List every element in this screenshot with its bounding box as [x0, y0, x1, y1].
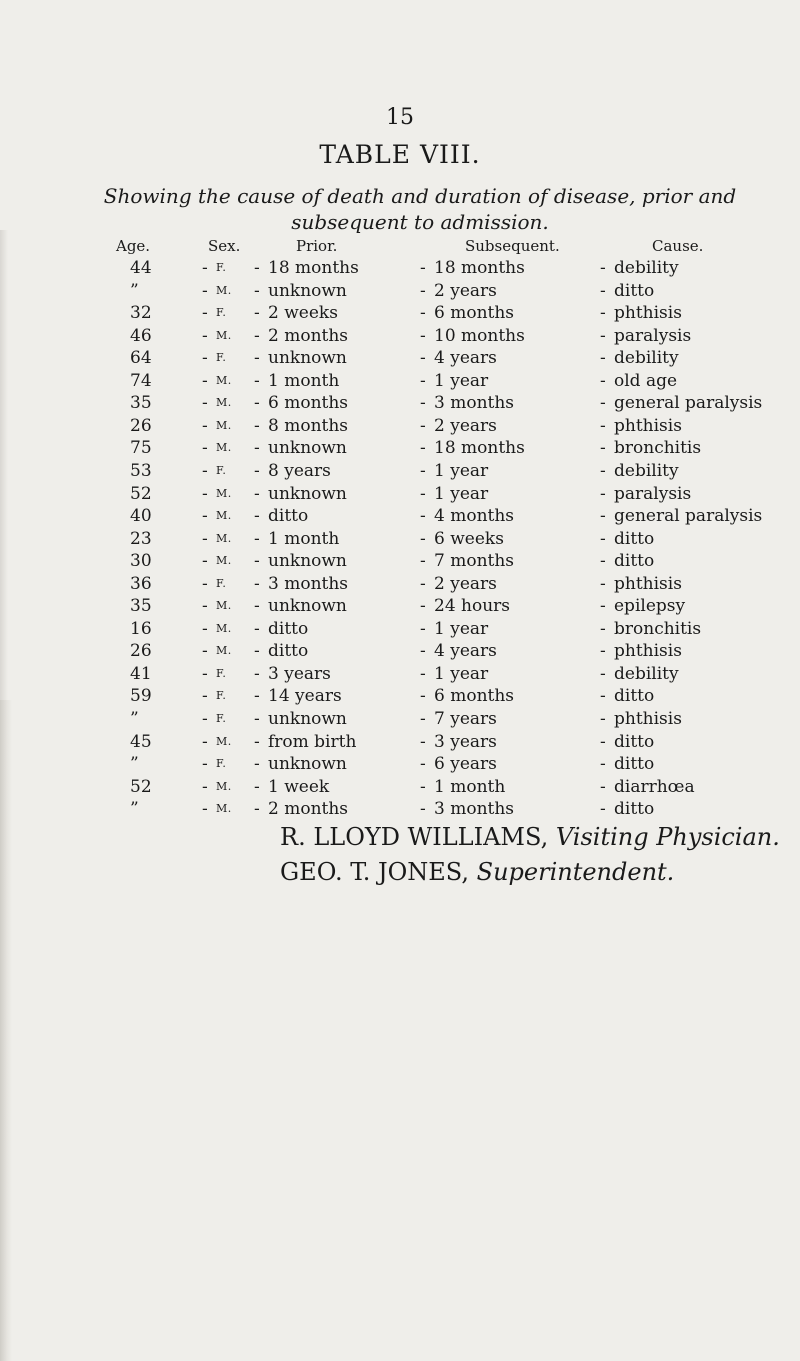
separator: -: [600, 686, 606, 706]
sex-cell: M.: [216, 441, 232, 454]
table-row: [0, 393, 800, 415]
age-cell: 41: [130, 664, 152, 684]
table-row: [0, 281, 800, 303]
separator: -: [202, 281, 208, 301]
separator: -: [202, 348, 208, 368]
table-row: [0, 506, 800, 528]
age-cell: ”: [130, 799, 139, 819]
cause-cell: ditto: [614, 799, 655, 819]
age-cell: 52: [130, 484, 152, 504]
prior-cell: from birth: [268, 732, 357, 752]
sex-cell: M.: [216, 735, 232, 748]
age-cell: 44: [130, 258, 152, 278]
prior-cell: 18 months: [268, 258, 359, 278]
separator: -: [600, 461, 606, 481]
cause-cell: ditto: [614, 754, 655, 774]
sex-cell: M.: [216, 374, 232, 387]
age-cell: 35: [130, 596, 152, 616]
prior-cell: 14 years: [268, 686, 342, 706]
separator: -: [254, 686, 260, 706]
age-cell: ”: [130, 281, 139, 301]
table-row: [0, 416, 800, 438]
prior-cell: 6 months: [268, 393, 349, 413]
separator: -: [420, 664, 426, 684]
separator: -: [254, 664, 260, 684]
cause-cell: ditto: [614, 551, 655, 571]
cause-cell: bronchitis: [614, 619, 702, 639]
age-cell: 46: [130, 326, 152, 346]
separator: -: [420, 686, 426, 706]
prior-cell: unknown: [268, 281, 347, 301]
separator: -: [600, 529, 606, 549]
separator: -: [202, 506, 208, 526]
age-cell: 75: [130, 438, 152, 458]
separator: -: [600, 596, 606, 616]
prior-cell: ditto: [268, 619, 309, 639]
separator: -: [254, 641, 260, 661]
separator: -: [420, 438, 426, 458]
page-number: 15: [386, 105, 414, 130]
prior-cell: 8 months: [268, 416, 349, 436]
table-row: [0, 732, 800, 754]
separator: -: [420, 619, 426, 639]
separator: -: [420, 732, 426, 752]
separator: -: [202, 664, 208, 684]
separator: -: [202, 732, 208, 752]
separator: -: [600, 709, 606, 729]
sex-cell: M.: [216, 487, 232, 500]
separator: -: [600, 664, 606, 684]
sex-cell: F.: [216, 306, 227, 319]
separator: -: [254, 348, 260, 368]
prior-cell: 1 week: [268, 777, 330, 797]
separator: -: [202, 777, 208, 797]
separator: -: [420, 641, 426, 661]
subsequent-cell: 4 years: [434, 348, 497, 368]
prior-cell: unknown: [268, 709, 347, 729]
cause-cell: debility: [614, 348, 679, 368]
age-cell: 26: [130, 641, 152, 661]
header-subsequent: Subsequent.: [465, 237, 560, 255]
signature-role: Superintendent.: [476, 858, 675, 886]
separator: -: [254, 416, 260, 436]
sex-cell: M.: [216, 622, 232, 635]
prior-cell: unknown: [268, 551, 347, 571]
cause-cell: phthisis: [614, 574, 682, 594]
separator: -: [202, 416, 208, 436]
prior-cell: ditto: [268, 506, 309, 526]
subsequent-cell: 10 months: [434, 326, 525, 346]
sex-cell: M.: [216, 419, 232, 432]
separator: -: [254, 709, 260, 729]
sex-cell: F.: [216, 757, 227, 770]
subsequent-cell: 2 years: [434, 416, 497, 436]
table-row: [0, 799, 800, 821]
separator: -: [202, 438, 208, 458]
table-row: [0, 574, 800, 596]
separator: -: [420, 574, 426, 594]
cause-cell: old age: [614, 371, 678, 391]
separator: -: [254, 619, 260, 639]
separator: -: [600, 438, 606, 458]
signature-name: GEO. T. JONES,: [280, 858, 469, 886]
age-cell: 45: [130, 732, 152, 752]
header-sex: Sex.: [208, 237, 241, 255]
cause-cell: phthisis: [614, 709, 682, 729]
separator: -: [202, 596, 208, 616]
table-row: [0, 348, 800, 370]
age-cell: 30: [130, 551, 152, 571]
separator: -: [254, 258, 260, 278]
subsequent-cell: 3 years: [434, 732, 497, 752]
separator: -: [600, 732, 606, 752]
separator: -: [202, 393, 208, 413]
separator: -: [254, 371, 260, 391]
separator: -: [420, 348, 426, 368]
separator: -: [600, 551, 606, 571]
separator: -: [254, 732, 260, 752]
cause-cell: phthisis: [614, 303, 682, 323]
table-row: [0, 709, 800, 731]
separator: -: [254, 799, 260, 819]
separator: -: [254, 461, 260, 481]
table-row: [0, 326, 800, 348]
sex-cell: M.: [216, 509, 232, 522]
separator: -: [420, 258, 426, 278]
separator: -: [600, 348, 606, 368]
sex-cell: M.: [216, 554, 232, 567]
subsequent-cell: 1 year: [434, 484, 489, 504]
separator: -: [254, 529, 260, 549]
prior-cell: 2 months: [268, 326, 349, 346]
separator: -: [420, 596, 426, 616]
separator: -: [202, 326, 208, 346]
separator: -: [202, 641, 208, 661]
separator: -: [420, 506, 426, 526]
cause-cell: general paralysis: [614, 506, 763, 526]
separator: -: [600, 484, 606, 504]
sex-cell: M.: [216, 644, 232, 657]
subsequent-cell: 2 years: [434, 281, 497, 301]
age-cell: 16: [130, 619, 152, 639]
table-row: [0, 596, 800, 618]
prior-cell: 3 years: [268, 664, 331, 684]
age-cell: ”: [130, 754, 139, 774]
separator: -: [420, 754, 426, 774]
separator: -: [202, 371, 208, 391]
separator: -: [254, 484, 260, 504]
subsequent-cell: 6 months: [434, 686, 515, 706]
prior-cell: 1 month: [268, 529, 340, 549]
subsequent-cell: 1 month: [434, 777, 506, 797]
separator: -: [420, 326, 426, 346]
signature-physician: [280, 823, 780, 851]
prior-cell: unknown: [268, 438, 347, 458]
separator: -: [254, 777, 260, 797]
table-subtitle: Showing the cause of death and duration of disease, prior and subsequent to admission.: [103, 184, 737, 234]
separator: -: [600, 281, 606, 301]
age-cell: 74: [130, 371, 152, 391]
table-title: TABLE VIII.: [319, 140, 481, 169]
prior-cell: ditto: [268, 641, 309, 661]
sex-cell: F.: [216, 712, 227, 725]
sex-cell: F.: [216, 261, 227, 274]
sex-cell: M.: [216, 532, 232, 545]
separator: -: [420, 461, 426, 481]
separator: -: [600, 506, 606, 526]
cause-cell: paralysis: [614, 484, 692, 504]
prior-cell: 3 months: [268, 574, 349, 594]
separator: -: [254, 574, 260, 594]
subsequent-cell: 1 year: [434, 664, 489, 684]
separator: -: [254, 506, 260, 526]
separator: -: [202, 258, 208, 278]
cause-cell: diarrhœa: [614, 777, 695, 797]
table-row: [0, 529, 800, 551]
separator: -: [202, 461, 208, 481]
separator: -: [202, 551, 208, 571]
age-cell: ”: [130, 709, 139, 729]
cause-cell: general paralysis: [614, 393, 763, 413]
separator: -: [202, 529, 208, 549]
separator: -: [600, 574, 606, 594]
age-cell: 26: [130, 416, 152, 436]
age-cell: 23: [130, 529, 152, 549]
separator: -: [254, 393, 260, 413]
table-row: [0, 551, 800, 573]
separator: -: [600, 777, 606, 797]
cause-cell: debility: [614, 664, 679, 684]
table-row: [0, 461, 800, 483]
separator: -: [420, 416, 426, 436]
prior-cell: 2 months: [268, 799, 349, 819]
subsequent-cell: 18 months: [434, 438, 525, 458]
prior-cell: unknown: [268, 754, 347, 774]
separator: -: [600, 641, 606, 661]
separator: -: [600, 326, 606, 346]
cause-cell: ditto: [614, 529, 655, 549]
sex-cell: F.: [216, 351, 227, 364]
separator: -: [254, 596, 260, 616]
prior-cell: unknown: [268, 484, 347, 504]
age-cell: 35: [130, 393, 152, 413]
separator: -: [420, 777, 426, 797]
cause-cell: ditto: [614, 686, 655, 706]
cause-cell: debility: [614, 461, 679, 481]
sex-cell: M.: [216, 329, 232, 342]
table-row: [0, 777, 800, 799]
separator: -: [202, 574, 208, 594]
sex-cell: F.: [216, 464, 227, 477]
subsequent-cell: 4 months: [434, 506, 515, 526]
sex-cell: F.: [216, 577, 227, 590]
signature-superintendent: [280, 858, 674, 886]
separator: -: [420, 529, 426, 549]
header-age: Age.: [116, 237, 151, 255]
separator: -: [600, 371, 606, 391]
cause-cell: phthisis: [614, 416, 682, 436]
separator: -: [600, 393, 606, 413]
separator: -: [202, 754, 208, 774]
subsequent-cell: 4 years: [434, 641, 497, 661]
separator: -: [254, 326, 260, 346]
signature-role: Visiting Physician.: [555, 823, 780, 851]
age-cell: 53: [130, 461, 152, 481]
separator: -: [420, 551, 426, 571]
table-row: [0, 754, 800, 776]
age-cell: 52: [130, 777, 152, 797]
separator: -: [420, 799, 426, 819]
subsequent-cell: 1 year: [434, 371, 489, 391]
separator: -: [254, 551, 260, 571]
prior-cell: 2 weeks: [268, 303, 338, 323]
subsequent-cell: 3 months: [434, 393, 515, 413]
cause-cell: bronchitis: [614, 438, 702, 458]
sex-cell: M.: [216, 780, 232, 793]
separator: -: [600, 303, 606, 323]
subsequent-cell: 1 year: [434, 461, 489, 481]
separator: -: [600, 799, 606, 819]
subsequent-cell: 7 years: [434, 709, 497, 729]
cause-cell: ditto: [614, 732, 655, 752]
separator: -: [600, 619, 606, 639]
cause-cell: ditto: [614, 281, 655, 301]
subsequent-cell: 2 years: [434, 574, 497, 594]
age-cell: 59: [130, 686, 152, 706]
sex-cell: M.: [216, 396, 232, 409]
header-prior: Prior.: [296, 237, 338, 255]
separator: -: [420, 371, 426, 391]
separator: -: [420, 484, 426, 504]
sex-cell: M.: [216, 599, 232, 612]
subsequent-cell: 3 months: [434, 799, 515, 819]
cause-cell: debility: [614, 258, 679, 278]
subsequent-cell: 6 years: [434, 754, 497, 774]
prior-cell: 8 years: [268, 461, 331, 481]
sex-cell: F.: [216, 667, 227, 680]
cause-cell: epilepsy: [614, 596, 686, 616]
separator: -: [254, 303, 260, 323]
table-row: [0, 664, 800, 686]
separator: -: [202, 484, 208, 504]
table-row: [0, 641, 800, 663]
sex-cell: F.: [216, 689, 227, 702]
table-row: [0, 686, 800, 708]
cause-cell: paralysis: [614, 326, 692, 346]
separator: -: [254, 281, 260, 301]
age-cell: 64: [130, 348, 152, 368]
subsequent-cell: 6 months: [434, 303, 515, 323]
age-cell: 32: [130, 303, 152, 323]
separator: -: [420, 709, 426, 729]
cause-cell: phthisis: [614, 641, 682, 661]
separator: -: [420, 281, 426, 301]
header-cause: Cause.: [652, 237, 704, 255]
prior-cell: 1 month: [268, 371, 340, 391]
subsequent-cell: 24 hours: [434, 596, 511, 616]
age-cell: 36: [130, 574, 152, 594]
sex-cell: M.: [216, 284, 232, 297]
separator: -: [202, 709, 208, 729]
table-row: [0, 258, 800, 280]
separator: -: [420, 303, 426, 323]
table-row: [0, 371, 800, 393]
prior-cell: unknown: [268, 596, 347, 616]
table-row: [0, 303, 800, 325]
separator: -: [202, 799, 208, 819]
subsequent-cell: 1 year: [434, 619, 489, 639]
subsequent-cell: 7 months: [434, 551, 515, 571]
subsequent-cell: 18 months: [434, 258, 525, 278]
sex-cell: M.: [216, 802, 232, 815]
signature-name: R. LLOYD WILLIAMS,: [280, 823, 549, 851]
subsequent-cell: 6 weeks: [434, 529, 504, 549]
table-row: [0, 438, 800, 460]
separator: -: [600, 416, 606, 436]
age-cell: 40: [130, 506, 152, 526]
separator: -: [600, 258, 606, 278]
table-row: [0, 484, 800, 506]
separator: -: [600, 754, 606, 774]
separator: -: [202, 303, 208, 323]
separator: -: [202, 619, 208, 639]
separator: -: [254, 754, 260, 774]
table-row: [0, 619, 800, 641]
separator: -: [202, 686, 208, 706]
separator: -: [420, 393, 426, 413]
separator: -: [254, 438, 260, 458]
prior-cell: unknown: [268, 348, 347, 368]
